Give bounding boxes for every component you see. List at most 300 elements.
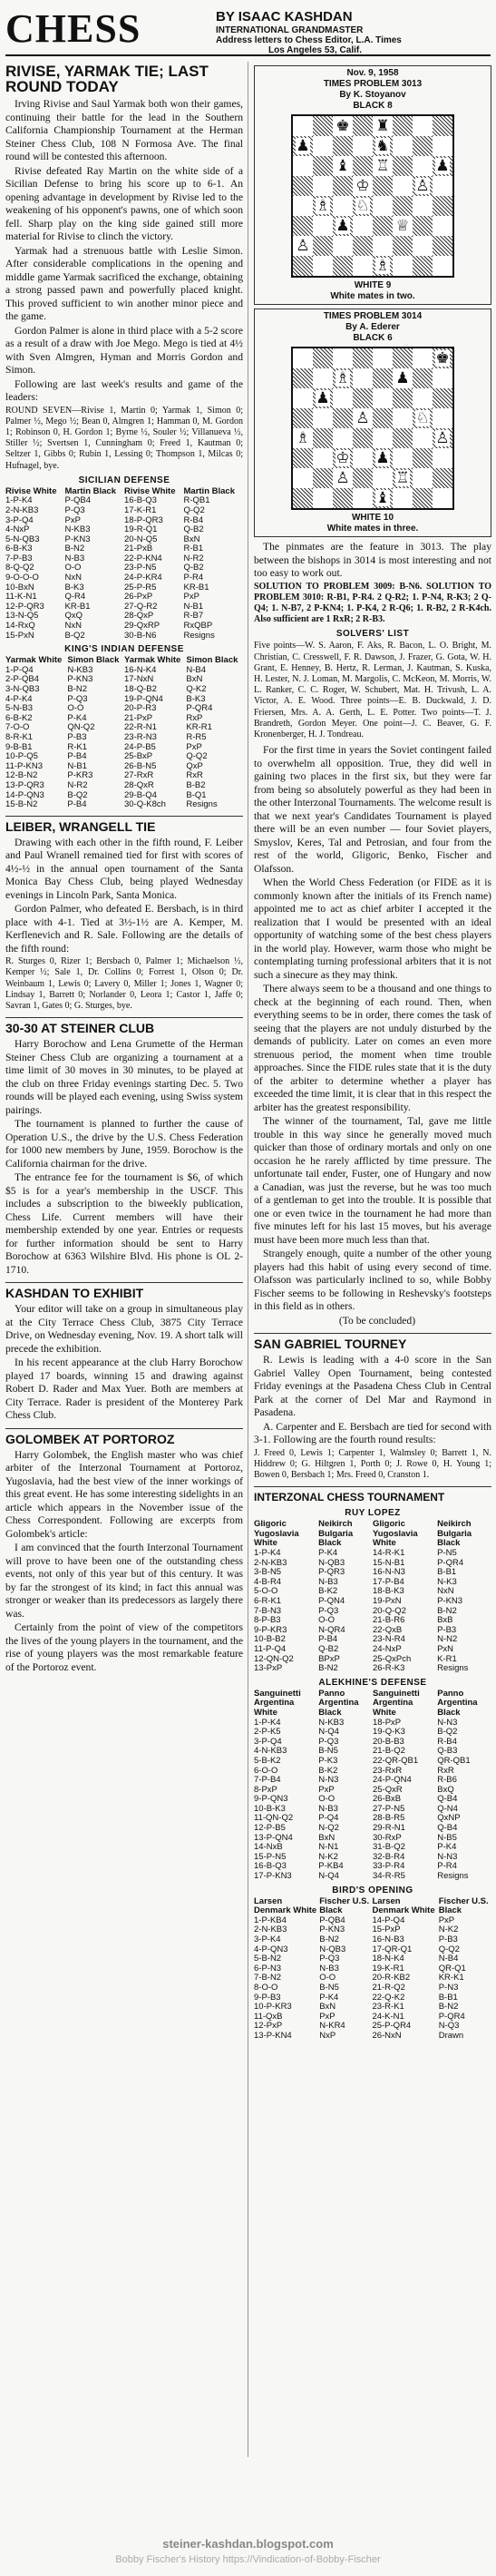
player-header: Fischer U.S. Black [438,1895,489,1916]
move-cell: BxN [186,674,203,685]
move-cell: 22-QR-QB1 [372,1755,419,1766]
move-cell: B-Q2 [67,789,88,800]
move-cell: N-QB3 [319,1944,346,1954]
byline-title: INTERNATIONAL GRANDMASTER [216,25,364,35]
move-cell: 8-R-K1 [5,731,34,742]
move-cell: R-B6 [437,1775,457,1786]
move-cell: 27-RxR [123,770,154,781]
chess-piece-icon: ♖ [375,157,390,175]
move-cell: 27-P-N5 [372,1803,405,1814]
chess-piece-icon: ♚ [435,349,450,367]
move-cell: B-K2 [318,1586,338,1597]
footer-credit: Bobby Fischer's History https://Vindication-of-Bobby-Fischer [115,2554,381,2565]
move-cell: P-QR3 [318,1567,345,1578]
move-cell: 15-N-B1 [372,1557,405,1568]
move-cell: O-O [318,1794,336,1805]
move-cell: 25-QxR [372,1784,403,1795]
move-cell: 22-Q-K2 [372,1992,405,2003]
problem-note: The pinmates are the feature in 3013. The play between the bishops in 3014 is most interesting and not too easy to work out. [254,541,491,579]
move-row [254,1664,491,1674]
board-square [293,156,313,176]
board-square [433,116,452,136]
move-cell: 5-O-O [254,1586,278,1597]
move-cell: B-N2 [67,684,88,694]
move-cell: 20-P-R3 [123,703,157,714]
move-cell: P-B3 [437,1624,457,1635]
move-cell: 32-B-R4 [372,1851,405,1862]
chess-piece-icon: ♘ [355,197,370,215]
game-score-alekhine [254,1690,491,1882]
move-cell: 8-P-B3 [254,1615,281,1626]
board-square [313,136,333,156]
board-square [353,236,373,256]
move-cell: B-K2 [318,1765,338,1776]
board-square [393,468,413,488]
board-square [433,216,452,236]
paragraph: There always seem to be a thousand and one things to check at the beginning of each round. Then, when everything seems to be in order, there comes the task of seeing that the players are not unduly disturbed by the demands of publicity. Later on comes an even more strenuous period, the moment when time trouble approaches. Since the FIDE rules state that it is the duty of the arbiter to determine whether a player has exceeded the time limit, it is clear that in this respect the arbiter has the greatest responsibility. [254,983,491,1113]
chess-piece-icon: ♞ [375,137,390,155]
paragraph: A. Carpenter and E. Bersbach are tied for second with 3-1. Following are the fourth round results: [254,1420,491,1446]
board-square [313,448,333,468]
player-header: Yarmak White [123,655,181,666]
move-cell: RxP [186,712,203,723]
move-cell: 30-Q-K8ch [123,799,166,810]
move-cell: 16-B-Q3 [254,1861,287,1872]
board-square [293,256,313,276]
move-cell: 7-B-N3 [254,1605,282,1616]
paragraph: Your editor will take on a group in simultaneous play at the City Terrace Chess Club, 3875 City Terrace Drive, on Wednesday evening, Nov. 19. A short talk will precede the exhibition. [5,1303,243,1355]
board-rank [293,176,452,196]
move-cell: Q-Q2 [438,1944,460,1954]
paragraph: Rivise defeated Ray Martin on the white side of a Sicilian Defense to bring his score up to 6-1. An opening advantage in development by Rivise led to the weakening of his opponent's pawns, one of which soon fell. Sharp play on the king side gained still more material for Rivise to clinch the victory. [5,164,243,242]
paragraph: When the World Chess Federation (or FIDE as it is commonly known after the initials of its French name) appointed me to act as chief arbiter I accepted it the realization that I would be presented with an ideal opportunity of watching some of the best chess players in the world play. However, warm those who might be contemplating turning professional arbiters that it is not such a sinecure as they may think. [254,877,491,981]
move-cell: 20-R-KB2 [372,1973,411,1983]
move-cell: 30-RxP [372,1832,402,1843]
byline: BY ISAAC KASHDAN [216,9,353,24]
board-rank [293,448,452,468]
board-square [393,368,413,388]
move-cell: QR-Q1 [438,1963,466,1974]
board-square [373,136,393,156]
move-cell: 8-O-O [254,1982,278,1993]
chess-piece-icon: ♗ [316,197,330,215]
board-rank [293,408,452,428]
board-square [373,116,393,136]
move-cell: 33-P-R4 [372,1861,405,1872]
move-row [5,685,243,695]
board-square [373,448,393,468]
board-square [353,408,373,428]
move-cell: 3-P-Q4 [254,1736,282,1747]
move-cell: Q-B4 [437,1823,458,1834]
board-square [333,136,353,156]
chess-piece-icon: ♚ [336,117,350,135]
move-cell: Q-B2 [183,563,204,573]
board-square [373,368,393,388]
move-cell: 18-P-QR3 [124,514,163,525]
board-square [353,156,373,176]
move-cell: BPxP [318,1653,340,1664]
move-cell: 22-R-N1 [123,722,157,733]
chess-piece-icon: ♟ [375,449,390,467]
board-square [333,176,353,196]
move-cell: QxQ [64,611,83,622]
move-cell: 16-N-N3 [372,1567,405,1578]
move-cell: BxN [319,2002,336,2013]
headline-rivise-yarmak: RIVISE, YARMAK TIE; LAST ROUND TODAY [5,63,209,95]
headline-interzonal: INTERZONAL CHESS TOURNAMENT [254,1486,491,1504]
move-row [254,1645,491,1655]
move-cell: 15-B-N2 [5,799,38,810]
move-cell: N-KB3 [67,664,93,675]
move-cell: 24-P-KR4 [124,573,162,583]
problem-solutions: SOLUTION TO PROBLEM 3009: B-N6. SOLUTION TO PROBLEM 3010: R-B1, P-R4. 2 Q-R2; 1. P-N4, R-K3; 2 Q-Q4; 1. N-B7, 2 P-KN4; 1. P-K4, 2 R-Q6; 1. R-B2, 2 R-K4ch. Also sufficient are 1 RxR; 2 R-B3. [254,581,491,625]
board-square [313,408,333,428]
move-cell: 3-P-Q4 [5,514,34,525]
move-row [5,781,243,791]
board-rank [293,348,452,368]
board-square [413,428,433,448]
move-cell: 13-P-QN4 [254,1832,293,1843]
player-header: Larsen Denmark White [372,1895,435,1916]
move-cell: N-K2 [318,1851,338,1862]
move-cell: BxN [183,534,200,544]
move-cell: 18-B-K3 [372,1586,404,1597]
move-cell: B-N2 [437,1605,457,1616]
move-cell: 19-PxN [372,1596,402,1606]
move-cell: 14-RxQ [5,621,35,632]
move-cell: 12-P-B5 [254,1823,286,1834]
move-cell: N-R2 [183,553,204,563]
move-cell: N-Q4 [318,1727,339,1738]
move-cell: 4-N-KB3 [254,1746,287,1757]
move-cell: 21-R-Q2 [372,1982,405,1993]
move-cell: 29-R-N1 [372,1823,405,1834]
board-square [413,196,433,216]
black-count: BLACK 8 [353,101,393,111]
paragraph: Harry Borochow and Lena Grumette of the Herman Steiner Chess Club are organizing a tournament at a time limit of 30 moves in 30 minutes, to be played at the club on three Friday evenings starting Dec. 5. Two rounds will be played each evening, using Swiss system pairings. [5,1038,243,1116]
move-cell: Q-B3 [437,1746,458,1757]
headline-steiner-club: 30-30 AT STEINER CLUB [5,1017,243,1035]
board-square [413,236,433,256]
board-square [353,488,373,508]
board-square [313,216,333,236]
paragraph: R. Lewis is leading with a 4-0 score in the San Gabriel Valley Open Tournament, being contested Friday evenings at the Pasadena Chess Club in Central Park at the corner of Del Mar and Raymond in Pasadena. [254,1354,491,1419]
board-square [373,216,393,236]
move-cell: KR-B1 [64,601,91,612]
chess-piece-icon: ♗ [336,369,350,387]
chess-piece-icon: ♕ [395,217,410,235]
move-cell: 7-O-O [5,722,30,733]
move-cell: Q-B4 [437,1794,458,1805]
game-score-birds [254,1897,491,2042]
move-cell: 10-B-K3 [254,1803,286,1814]
left-column [5,62,243,2457]
move-cell: N-K2 [438,1925,459,1935]
move-cell: B-B1 [438,1992,458,2003]
move-cell: B-K3 [64,582,84,593]
move-cell: N-Q3 [438,2021,460,2032]
board-square [413,348,433,368]
move-cell: P-QN4 [318,1596,345,1606]
board-square [313,488,333,508]
board-square [433,368,452,388]
board-square [433,256,452,276]
board-square [293,116,313,136]
board-square [393,388,413,408]
move-cell: N-KB3 [64,524,91,535]
move-cell: R-B7 [183,611,204,622]
move-cell: 26-B-N5 [123,760,157,771]
move-cell: 11-P-Q4 [254,1643,287,1654]
move-cell: R-B4 [437,1736,457,1747]
move-cell: KR-K1 [438,1973,464,1983]
article-rivise-yarmak [5,98,243,472]
chess-piece-icon: ♟ [316,389,330,407]
board-square [333,408,353,428]
move-cell: PxN [437,1643,454,1654]
move-cell: 19-Q-K3 [372,1727,405,1738]
move-cell: N-B1 [67,760,88,771]
move-cell: P-KN3 [64,534,91,544]
move-cell: P-Q3 [318,1736,339,1747]
move-cell: 11-K-N1 [5,592,37,602]
game-score-kings-indian [5,656,243,810]
move-cell: P-N5 [437,1548,457,1559]
move-cell: 23-R-K1 [372,2002,404,2013]
move-cell: 19-K-R1 [372,1963,404,1974]
move-cell: 21-PxP [123,712,153,723]
move-cell: BxN [318,1832,336,1843]
board-square [333,216,353,236]
board-square [413,116,433,136]
move-cell: 6-O-O [254,1765,278,1776]
board-rank [293,236,452,256]
move-cell: 24-P-B5 [123,741,156,752]
move-cell: 7-P-B3 [5,553,33,563]
move-cell: NxN [64,573,82,583]
board-square [433,176,452,196]
move-cell: 14-P-Q4 [372,1915,405,1925]
move-cell: P-Q3 [318,1605,339,1616]
move-cell: N-KB3 [318,1717,345,1728]
move-cell: 1-P-KB4 [254,1915,287,1925]
board-square [333,488,353,508]
move-cell: 17-P-KN3 [254,1871,292,1882]
move-cell: 26-R-K3 [372,1663,405,1674]
player-header: Yarmak White [5,655,63,666]
move-cell: P-QB4 [64,495,92,506]
move-cell: 22-QxB [372,1624,403,1635]
move-cell: N-Q2 [318,1823,339,1834]
chess-piece-icon: ♝ [375,489,390,507]
move-cell: N-B4 [438,1954,459,1964]
board-square [393,116,413,136]
move-cell: 2-P-QB4 [5,674,39,685]
paragraph: I am convinced that the fourth Interzonal Tournament will prove to have been one of the outstanding chess events, not only of this year but of this century. It was by far the strongest of its kind; in fact this annual was stronger or weaker than its predecessors as largely there was. [5,1542,243,1620]
move-cell: P-KN3 [437,1596,463,1606]
board-square [433,196,452,216]
move-row [5,632,243,642]
player-header: Martin Black [183,485,235,496]
move-cell: Resigns [437,1871,469,1882]
board-square [313,348,333,368]
game-title-birds: BIRD'S OPENING [332,1885,413,1895]
move-cell: Drawn [438,2030,464,2041]
move-cell: 16-N-B3 [372,1934,404,1944]
chess-piece-icon: ♗ [296,429,310,447]
chess-piece-icon: ♗ [375,257,390,275]
move-cell: 5-N-B3 [5,703,34,714]
board-square [413,256,433,276]
board-square [373,428,393,448]
move-cell: 15-PxP [372,1925,401,1935]
move-cell: B-Q1 [186,789,207,800]
board-square [433,156,452,176]
board-square [293,488,313,508]
move-cell: PxP [183,592,199,602]
move-cell: N-QR4 [318,1624,345,1635]
board-square [333,448,353,468]
board-square [353,116,373,136]
game-title-sicilian: SICILIAN DEFENSE [78,475,170,485]
move-cell: NxP [319,2030,336,2041]
move-cell: 22-P-KN4 [124,553,162,563]
move-row [254,2032,491,2042]
move-cell: K-R1 [437,1653,457,1664]
board-square [313,428,333,448]
player-header: Simon Black [186,655,238,666]
move-cell: QxP [186,760,203,771]
board-square [313,196,333,216]
board-square [353,216,373,236]
board-square [293,408,313,428]
move-cell: P-B4 [67,751,87,762]
board-square [413,388,433,408]
chess-piece-icon: ♖ [395,469,410,487]
move-cell: 12-P-QR3 [5,601,44,612]
move-cell: Q-Q2 [183,504,205,515]
move-cell: B-N2 [319,1934,339,1944]
move-cell: 10-P-Q5 [5,751,38,762]
move-cell: P-QB4 [319,1915,345,1925]
paragraph: Irving Rivise and Saul Yarmak both won their games, continuing their battle for the lead in the Southern California Championship Tournament at the Herman Steiner Chess Club, 108 N Formosa Ave. The final round will be contested this afternoon. [5,98,243,162]
board-square [393,216,413,236]
move-cell: P-B4 [318,1634,338,1645]
board-square [293,428,313,448]
board-square [393,256,413,276]
chess-piece-icon: ♔ [336,449,350,467]
game-score-ruy-lopez [254,1520,491,1674]
move-cell: QR-QB1 [437,1755,471,1766]
board-square [353,348,373,368]
move-cell: 24-NxP [372,1643,402,1654]
to-be-concluded: (To be concluded) [338,1314,416,1327]
move-cell: N-B5 [437,1832,457,1843]
board-rank [293,488,452,508]
board-square [373,408,393,428]
move-cell: 21-B-Q2 [372,1746,405,1757]
paragraph: Gordon Palmer is alone in third place with a 5-2 score as a result of a draw with Joe Mego. Mego is tied at 4½ with Sven Almgren, Hyman and Morris Gordon and Simon. [5,324,243,376]
move-cell: 18-PxP [372,1717,402,1728]
board-square [393,408,413,428]
move-cell: 18-Q-B2 [123,684,157,694]
move-cell: 12-B-N2 [5,770,38,781]
board-square [433,348,452,368]
player-header: Sanguinetti Argentina White [372,1688,420,1718]
board-square [373,348,393,368]
move-cell: PxP [318,1784,335,1795]
round-results: J. Freed 0, Lewis 1; Carpenter 1, Walmsley 0; Barrett 1, N. Hiddrew 0; G. Hiltgren 1, Porth 0; J. Rowe 0, H. Young 1; Bowen 0, Bersbach 1; Mrs. Freed 0, Cranston 1. [254,1447,491,1481]
board-rank [293,428,452,448]
board-square [413,408,433,428]
move-cell: O-O [319,1973,336,1983]
move-cell: 3-N-QB3 [5,684,40,694]
move-cell: P-QR4 [438,2011,465,2022]
paragraph: The tournament is planned to further the cause of Operation U.S., the drive by the U.S. Chess Federation for 1000 new members by June, 1959. Borochow is the California chairman for the drive. [5,1118,243,1170]
game-title-alekhine: ALEKHINE'S DEFENSE [318,1677,427,1688]
move-cell: N-N2 [437,1634,458,1645]
paragraph: Following are last week's results and game of the leaders: [5,377,243,403]
board-rank [293,156,452,176]
move-cell: P-N3 [438,1982,459,1993]
board-square [353,256,373,276]
move-cell: 3-P-K4 [254,1934,281,1944]
move-cell: N-N3 [318,1775,339,1786]
move-cell: P-Q3 [67,693,88,704]
problem-author: By A. Ederer [345,322,400,332]
move-cell: O-O [67,703,84,714]
move-cell: 17-NxN [123,674,154,685]
board-square [313,468,333,488]
move-cell: 1-P-Q4 [5,664,34,675]
board-square [293,216,313,236]
player-header: Neikirch Bulgaria Black [318,1519,354,1549]
move-cell: 9-P-KR3 [254,1624,287,1635]
board-square [413,448,433,468]
move-cell: N-KR4 [319,2021,345,2032]
move-cell: 10-P-KR3 [254,2002,292,2013]
move-row [254,1872,491,1882]
board-square [293,448,313,468]
board-square [333,196,353,216]
move-cell: 2-N-KB3 [5,504,39,515]
player-header: Gligoric Yugoslavia White [372,1519,418,1549]
board-square [433,488,452,508]
board-square [313,256,333,276]
move-cell: 26-NxN [372,2030,402,2041]
move-cell: QN-Q2 [67,722,95,733]
move-cell: N-B3 [319,1963,339,1974]
move-cell: NxN [437,1586,454,1597]
move-cell: 30-B-N6 [124,630,157,641]
problem-title: TIMES PROBLEM 3014 [323,311,423,321]
move-cell: Q-R4 [64,592,86,602]
move-cell: B-N5 [318,1746,338,1757]
game-header-row [254,1897,491,1916]
board-square [413,488,433,508]
headline-golombek: GOLOMBEK AT PORTOROZ [5,1428,243,1446]
board-rank [293,116,452,136]
footer-url: steiner-kashdan.blogspot.com [162,2537,334,2551]
board-rank [293,468,452,488]
move-cell: 14-R-K1 [372,1548,405,1559]
move-cell: 23-P-N5 [124,563,157,573]
board-square [333,368,353,388]
move-cell: B-Q2 [64,630,85,641]
move-cell: 13-PxP [254,1663,283,1674]
solvers-list-title: SOLVERS' LIST [336,629,410,640]
